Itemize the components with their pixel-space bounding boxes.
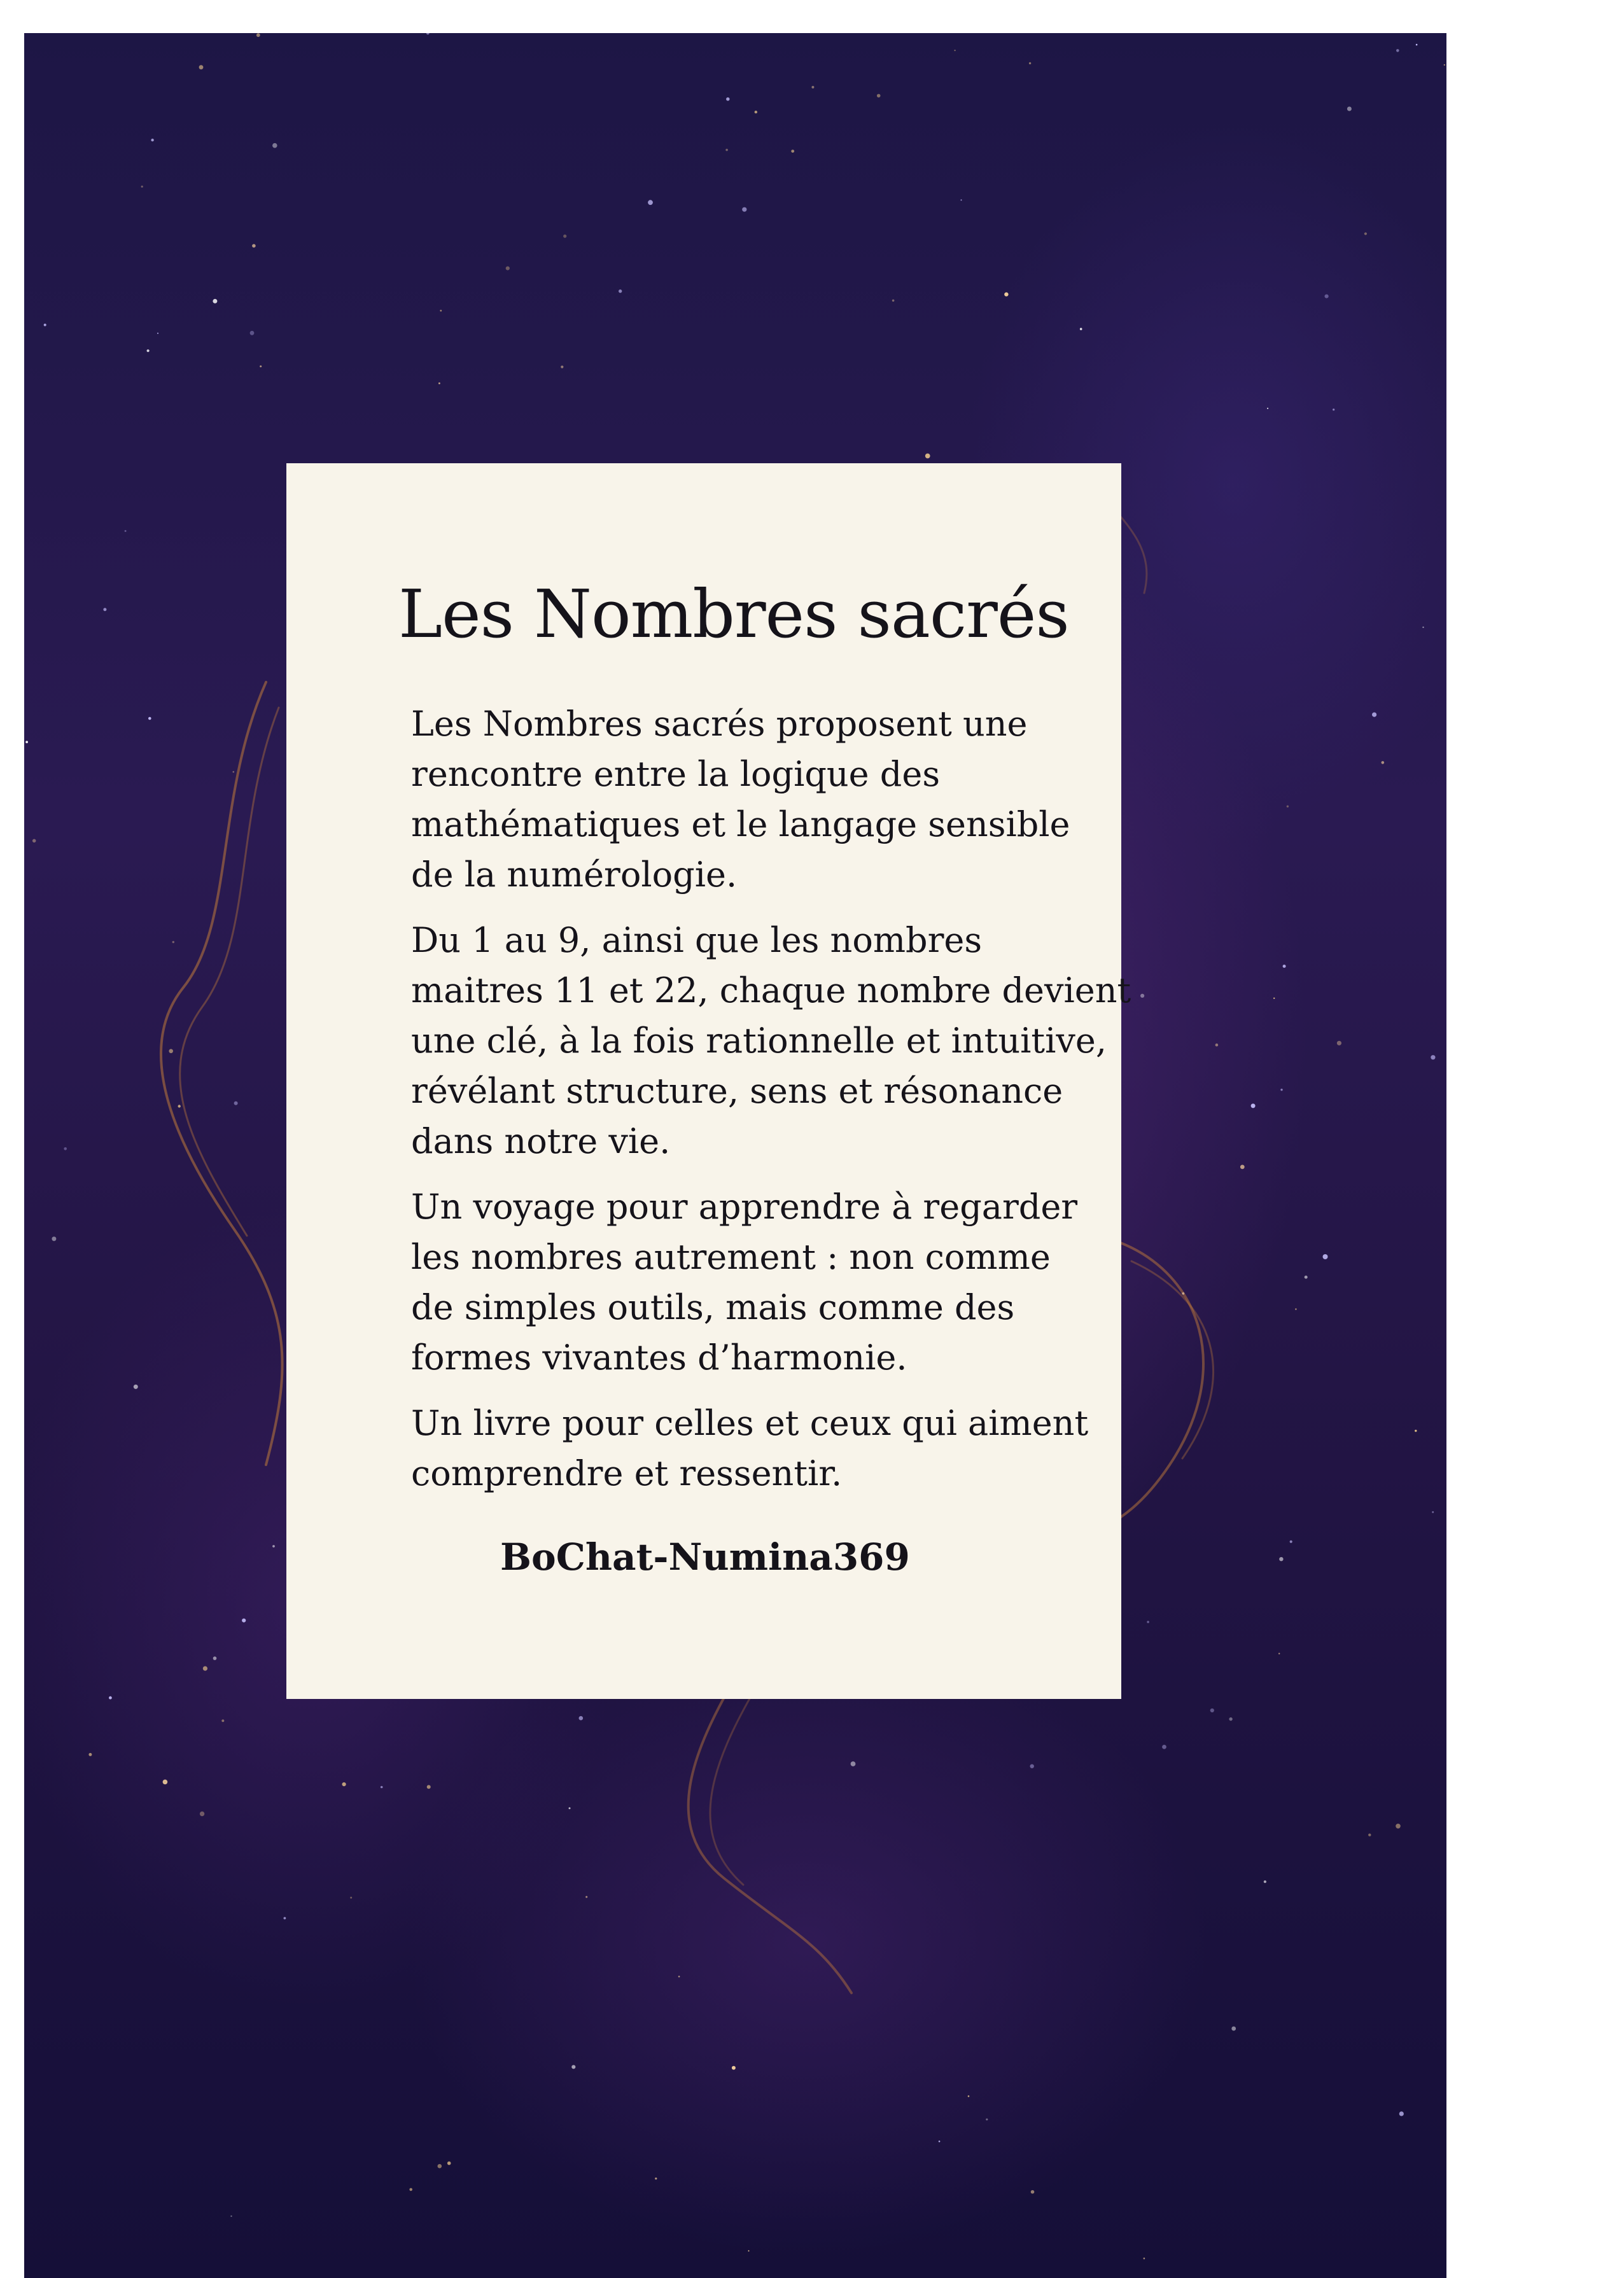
star (221, 1719, 224, 1722)
star (961, 199, 962, 200)
star (151, 139, 153, 141)
star (1147, 1621, 1149, 1623)
star (163, 1780, 168, 1785)
text-line: formes vivantes d’harmonie. (411, 1338, 907, 1378)
star (284, 1917, 286, 1920)
star (250, 331, 255, 335)
star (1368, 1834, 1371, 1836)
star (1295, 1308, 1297, 1310)
star (1231, 2027, 1236, 2031)
paragraph (411, 915, 1131, 1166)
star (134, 1385, 138, 1389)
star (103, 608, 106, 611)
star (44, 324, 46, 326)
star (732, 2066, 736, 2070)
star (742, 207, 746, 212)
star (939, 2141, 941, 2142)
back-cover (24, 33, 1446, 2278)
text-line: maitres 11 et 22, chaque nombre devient (411, 970, 1131, 1011)
star (655, 2177, 657, 2179)
star (1431, 1055, 1435, 1059)
star (925, 454, 930, 459)
star (272, 1545, 275, 1548)
star (88, 1753, 92, 1756)
star (1283, 965, 1286, 968)
star (256, 33, 260, 37)
star (1399, 2111, 1404, 2116)
star (342, 1782, 346, 1786)
star (32, 839, 36, 843)
star (426, 33, 430, 35)
star (1337, 1041, 1341, 1045)
star (242, 1619, 246, 1623)
text-line: Du 1 au 9, ainsi que les nombres (411, 920, 983, 961)
star (1251, 1103, 1256, 1108)
star (1273, 998, 1275, 999)
star (1347, 107, 1352, 111)
star (213, 1656, 217, 1660)
star (1215, 1044, 1219, 1047)
star (233, 771, 235, 773)
star (1210, 1708, 1214, 1712)
star (1333, 409, 1334, 410)
star (1279, 1557, 1283, 1561)
star (1229, 1717, 1232, 1721)
star (791, 150, 794, 153)
star (1030, 1764, 1034, 1768)
text-line: une clé, à la fois rationnelle et intuitive, (411, 1021, 1107, 1061)
description (411, 699, 1131, 1499)
star (157, 333, 158, 334)
star (955, 50, 956, 51)
star (1278, 1653, 1280, 1654)
star (350, 1897, 352, 1899)
text-line: Un voyage pour apprendre à regarder (411, 1187, 1078, 1227)
star (571, 2065, 575, 2069)
star (1264, 1880, 1266, 1883)
star (1415, 1430, 1417, 1432)
star (968, 2095, 970, 2097)
star (25, 741, 28, 743)
star (203, 1667, 207, 1671)
star (561, 366, 563, 368)
star (648, 200, 653, 205)
paragraph (411, 699, 1070, 900)
star (109, 1696, 112, 1700)
star (1364, 232, 1367, 235)
star (1267, 408, 1268, 409)
star (1031, 2190, 1035, 2194)
star (877, 94, 881, 98)
star (748, 2250, 750, 2251)
star (1416, 44, 1418, 46)
star (851, 1761, 856, 1766)
description-panel (286, 463, 1131, 1699)
star (172, 941, 174, 943)
star (1432, 1511, 1434, 1513)
star (1325, 295, 1329, 298)
paragraph (411, 1398, 1089, 1499)
star (447, 2162, 451, 2165)
star (52, 1236, 56, 1241)
text-line: révélant structure, sens et résonance (411, 1071, 1063, 1112)
star (147, 349, 150, 352)
star (569, 1807, 571, 1809)
star (1029, 62, 1031, 64)
star (1396, 1824, 1401, 1829)
star (252, 244, 256, 248)
star (1144, 2258, 1145, 2260)
star (427, 1785, 431, 1789)
star (438, 2164, 442, 2169)
star (579, 1716, 584, 1721)
star (755, 111, 757, 113)
text-line: Un livre pour celles et ceux qui aiment (411, 1403, 1089, 1444)
star (213, 299, 217, 304)
star (585, 1896, 587, 1898)
star (678, 1976, 680, 1978)
star (1004, 292, 1008, 296)
star (1240, 1165, 1245, 1170)
star (726, 97, 729, 101)
star (1290, 1541, 1292, 1543)
star (260, 365, 262, 367)
star (892, 300, 895, 302)
text-line: les nombres autrement : non comme (411, 1237, 1051, 1278)
star (1280, 1089, 1282, 1091)
star (986, 2118, 988, 2120)
text-line: mathématiques et le langage sensible (411, 804, 1070, 845)
star (1140, 994, 1144, 998)
star (141, 186, 143, 188)
text-line: comprendre et ressentir. (411, 1453, 843, 1494)
text-line: rencontre entre la logique des (411, 754, 941, 795)
star (1372, 713, 1376, 717)
star (272, 143, 277, 148)
star (1444, 64, 1445, 66)
star (148, 717, 151, 720)
text-line: de simples outils, mais comme des (411, 1287, 1015, 1328)
star (381, 1786, 383, 1789)
paragraph (411, 1182, 1078, 1383)
star (64, 1147, 67, 1150)
author-name: BoChat-Numina369 (500, 1535, 910, 1579)
star (811, 86, 814, 88)
star (125, 530, 127, 532)
star (234, 1101, 238, 1105)
star (1305, 1276, 1308, 1279)
star (438, 382, 440, 384)
star (1080, 328, 1082, 330)
star (1422, 627, 1424, 628)
star (1287, 806, 1289, 807)
star (1396, 49, 1399, 52)
star (169, 1049, 173, 1054)
star (440, 310, 442, 312)
star (1323, 1254, 1328, 1259)
star (725, 149, 728, 151)
star (200, 1812, 204, 1816)
star (619, 290, 622, 293)
text-line: dans notre vie. (411, 1121, 671, 1162)
star (409, 2188, 412, 2191)
star (563, 235, 566, 238)
star (506, 267, 510, 270)
star (178, 1105, 181, 1107)
star (1162, 1745, 1166, 1749)
star (1382, 761, 1385, 764)
star (199, 65, 204, 69)
book-title: Les Nombres sacrés (398, 575, 1069, 653)
text-line: de la numérologie. (411, 855, 738, 895)
text-line: Les Nombres sacrés proposent une (411, 704, 1028, 744)
star (230, 2216, 232, 2217)
